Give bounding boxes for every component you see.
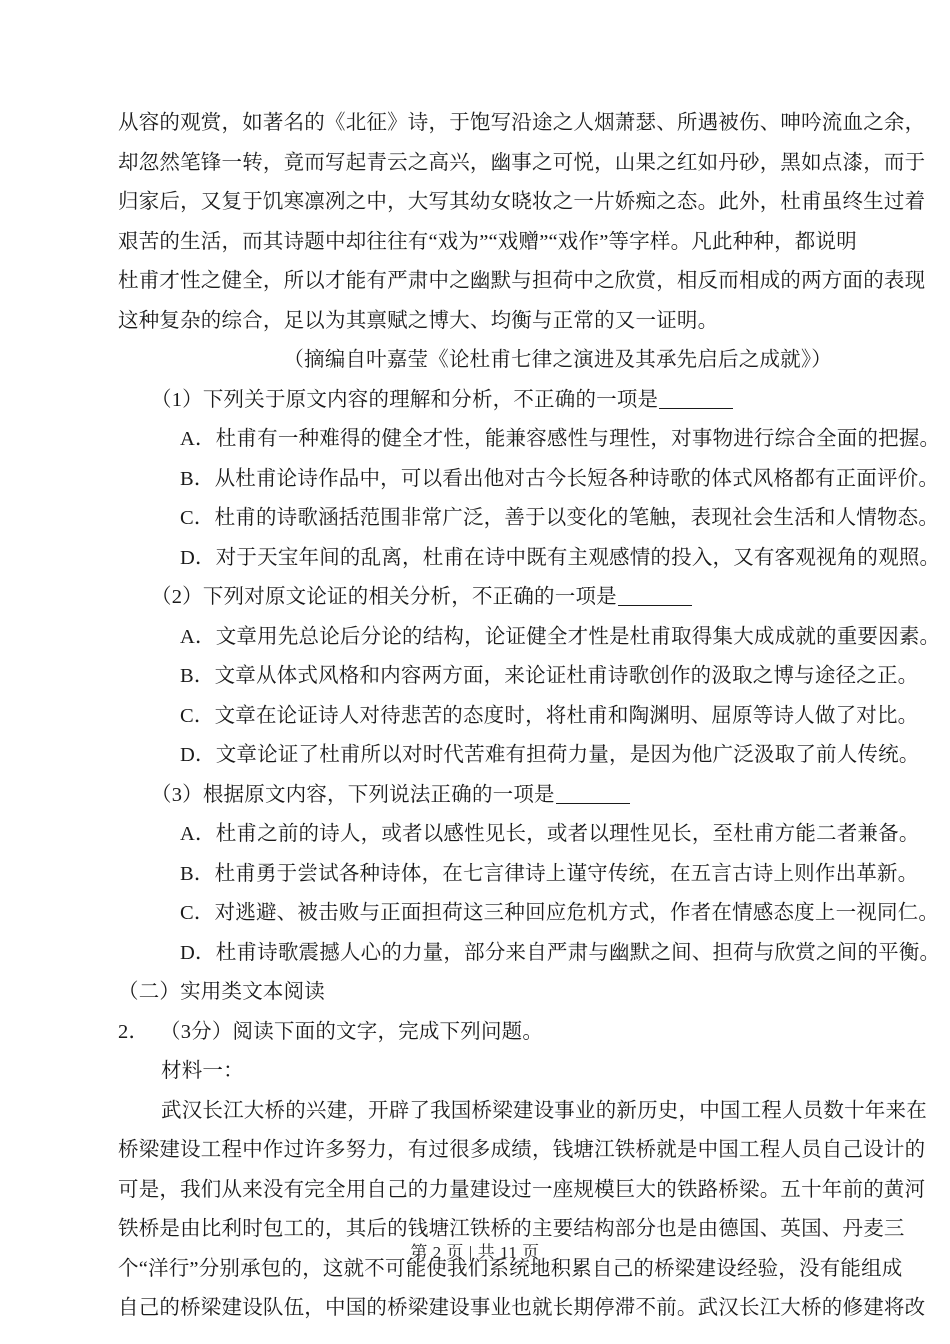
passage-line: 这种复杂的综合，足以为其禀赋之博大、均衡与正常的又一证明。 [118,309,719,332]
page-footer [0,1238,950,1263]
option-d[interactable] [118,934,941,974]
question-2 [118,578,941,776]
exercise-number: 2． [118,1020,150,1043]
option-label: B． [180,467,215,490]
footer-current-page: 第 2 页 [410,1243,464,1262]
option-label: B． [180,862,215,885]
option-text: 杜甫的诗歌涵括范围非常广泛，善于以变化的笔触，表现社会生活和人情物态。 [214,507,940,529]
option-text: 杜甫诗歌震撼人心的力量，部分来自严肃与幽默之间、担荷与欣赏之间的平衡。 [215,941,941,964]
passage-continued [118,104,926,341]
option-label: C． [180,704,215,727]
material-line: 铁桥是由比利时包工的，其后的钱塘江铁桥的主要结构部分也是由德国、英国、丹麦三 [118,1218,905,1240]
option-label: B． [180,665,215,687]
option-c[interactable] [118,894,940,934]
option-label: A． [180,625,216,648]
option-a[interactable] [118,420,941,460]
option-text: 文章论证了杜甫所以对时代苦难有担荷力量，是因为他广泛汲取了前人传统。 [215,744,920,766]
option-b[interactable] [118,657,919,697]
question-stem-text: （1）下列关于原文内容的理解和分析，不正确的一项是 [151,388,659,411]
option-label: A． [180,823,216,845]
material-label: 材料一： [161,1060,244,1082]
question-stem [118,776,832,816]
option-c[interactable] [118,499,940,539]
option-text: 对于天宝年间的乱离，杜甫在诗中既有主观感情的投入，又有客观视角的观照。 [215,546,941,569]
question-1 [118,381,941,579]
question-stem-text: （2）下列对原文论证的相关分析，不正确的一项是 [151,586,617,608]
option-text: 文章在论证诗人对待悲苦的态度时，将杜甫和陶渊明、屈原等诗人做了对比。 [214,704,919,727]
material-line: 自己的桥梁建设队伍，中国的桥梁建设事业也就长期停滞不前。武汉长江大桥的修建将改 [118,1297,926,1319]
option-c[interactable] [118,697,919,737]
answer-blank[interactable] [556,803,630,804]
question-stem [118,578,832,618]
option-d[interactable] [118,539,941,579]
question-stem-text: （3）根据原文内容，下列说法正确的一项是 [151,783,555,806]
option-b[interactable] [118,855,919,895]
answer-blank[interactable] [618,605,692,606]
passage-line: 杜甫才性之健全，所以才能有严肃中之幽默与担荷中之欣赏，相反而相成的两方面的表现 [118,270,926,292]
footer-total-pages: 共 11 页 [477,1243,540,1262]
footer-separator: | [468,1243,473,1262]
option-label: D． [180,744,216,766]
option-text: 文章用先总论后分论的结构，论证健全才性是杜甫取得集大成成就的重要因素。 [215,625,941,648]
answer-blank[interactable] [659,408,733,409]
question-3 [118,776,941,974]
option-text: 从杜甫论诗作品中，可以看出他对古今长短各种诗歌的体式风格都有正面评价。 [214,467,940,490]
passage-line: 从容的观赏，如著名的《北征》诗，于饱写沿途之人烟萧瑟、所遇被伤、呻吟流血之余， [118,112,926,134]
option-text: 杜甫之前的诗人，或者以感性见长，或者以理性见长，至杜甫方能二者兼备。 [215,823,920,845]
option-text: 杜甫有一种难得的健全才性，能兼容感性与理性，对事物进行综合全面的把握。 [215,428,941,450]
option-label: D． [180,546,216,569]
passage-attribution: （摘编自叶嘉莹《论杜甫七律之演进及其承先启后之成就》） [283,349,832,371]
passage-line: 却忽然笔锋一转，竟而写起青云之高兴，幽事之可悦，山果之红如丹砂，黑如点漆，而于 [118,151,926,174]
option-b[interactable] [118,460,940,500]
passage-line: 艰苦的生活，而其诗题中却往往有“戏为”“戏赠”“戏作”等字样。凡此种种，都说明 [118,230,857,253]
material-line: 桥梁建设工程中作过许多努力，有过很多成绩，钱塘江铁桥就是中国工程人员自己设计的 [118,1139,926,1161]
material-one-body [118,1092,927,1329]
exercise-stem: （3分）阅读下面的文字，完成下列问题。 [160,1020,544,1043]
option-label: A． [180,428,216,450]
exercise-2 [118,1013,832,1053]
material-line: 武汉长江大桥的兴建，开辟了我国桥梁建设事业的新历史，中国工程人员数十年来在 [161,1099,927,1122]
option-text: 对逃避、被击败与正面担荷这三种回应危机方式，作者在情感态度上一视同仁。 [214,902,940,924]
option-label: C． [180,902,215,924]
page-content [118,104,941,1329]
section-heading: （二）实用类文本阅读 [118,981,325,1003]
material-line: 可是，我们从来没有完全用自己的力量建设过一座规模巨大的铁路桥梁。五十年前的黄河 [118,1178,926,1201]
passage-line: 归家后，又复于饥寒凛冽之中，大写其幼女晓妆之一片娇痴之态。此外，杜甫虽终生过着 [118,191,926,213]
material-line: 个“洋行”分别承包的，这就不可能使我们系统地积累自己的桥梁建设经验，没有能组成 [118,1257,903,1280]
option-text: 文章从体式风格和内容两方面，来论证杜甫诗歌创作的汲取之博与途径之正。 [214,665,919,687]
option-a[interactable] [118,815,920,855]
option-label: D． [180,941,216,964]
option-d[interactable] [118,736,920,776]
question-stem [118,381,832,421]
option-a[interactable] [118,618,941,658]
option-text: 杜甫勇于尝试各种诗体，在七言律诗上谨守传统，在五言古诗上则作出革新。 [214,862,919,885]
option-label: C． [180,507,215,529]
